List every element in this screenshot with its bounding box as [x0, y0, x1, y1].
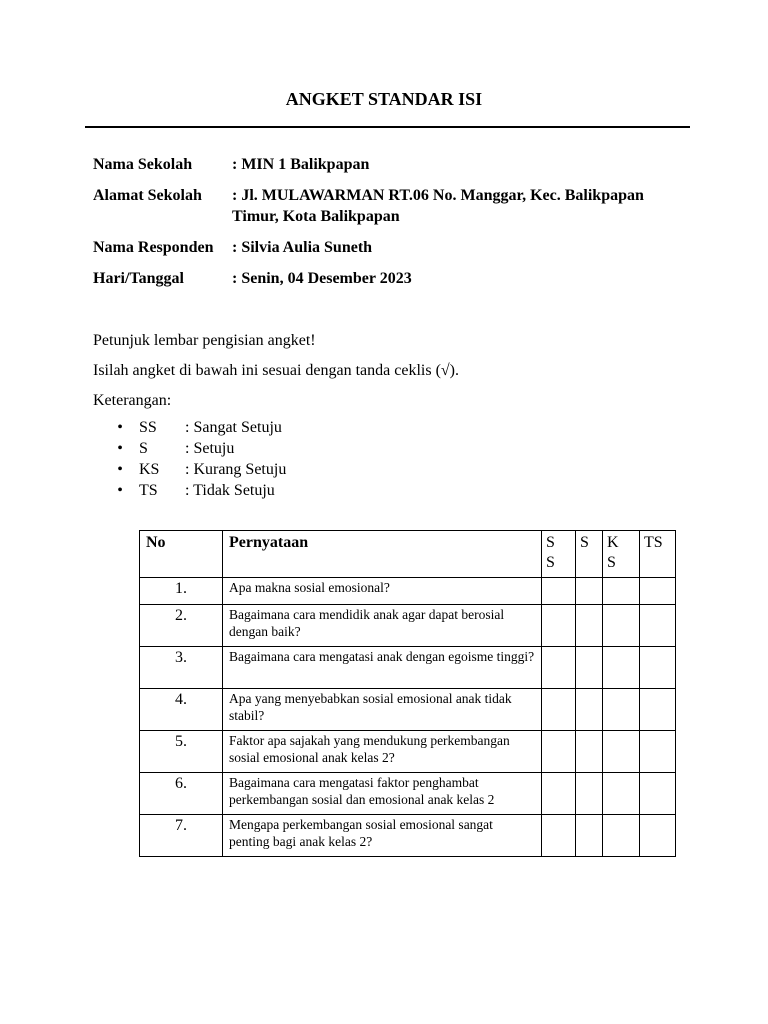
respondent-info: [93, 154, 693, 299]
date-label: Hari/Tanggal: [93, 270, 184, 287]
school-address-value: [232, 185, 693, 227]
checkbox-cell-ts[interactable]: [640, 605, 676, 647]
legend-item: [93, 480, 459, 501]
checkbox-cell-ks[interactable]: [603, 689, 640, 731]
checkbox-cell-ss[interactable]: [542, 731, 576, 773]
row-number: 1.: [140, 578, 223, 605]
legend-meaning: : Tidak Setuju: [185, 482, 275, 499]
checkbox-cell-ss[interactable]: [542, 647, 576, 689]
respondent-row: [93, 237, 693, 258]
legend-item: [93, 438, 459, 459]
header-ss-line1: S: [546, 534, 555, 551]
school-name-value: : MIN 1 Balikpapan: [232, 156, 370, 173]
checkbox-cell-s[interactable]: [576, 578, 603, 605]
checkbox-cell-ss[interactable]: [542, 689, 576, 731]
checkbox-cell-s[interactable]: [576, 689, 603, 731]
checkbox-cell-ks[interactable]: [603, 578, 640, 605]
school-address-text: : Jl. MULAWARMAN RT.06 No. Manggar, Kec. Balikpapan Timur, Kota Balikpapan: [232, 187, 644, 225]
row-statement: Apa yang menyebabkan sosial emosional anak tidak stabil?: [223, 689, 542, 731]
bullet-icon: •: [117, 482, 123, 499]
legend-meaning: : Kurang Setuju: [185, 461, 287, 478]
checkbox-cell-ts[interactable]: [640, 815, 676, 857]
table-row: [140, 647, 676, 689]
school-name-label: Nama Sekolah: [93, 156, 193, 173]
header-ss: [542, 531, 576, 578]
table-row: [140, 605, 676, 647]
row-statement: Faktor apa sajakah yang mendukung perkembangan sosial emosional anak kelas 2?: [223, 731, 542, 773]
table-row: [140, 689, 676, 731]
checkbox-cell-ts[interactable]: [640, 773, 676, 815]
instructions-heading: Petunjuk lembar pengisian angket!: [93, 332, 316, 349]
checkbox-cell-ss[interactable]: [542, 773, 576, 815]
legend-meaning: : Sangat Setuju: [185, 419, 282, 436]
checkbox-cell-s[interactable]: [576, 815, 603, 857]
instructions-line: Isilah angket di bawah ini sesuai dengan tanda ceklis (√).: [93, 362, 459, 379]
checkbox-cell-ts[interactable]: [640, 578, 676, 605]
school-address-row: [93, 185, 693, 227]
checkbox-cell-s[interactable]: [576, 773, 603, 815]
row-number: 5.: [140, 731, 223, 773]
header-ks-line2: S: [607, 554, 616, 571]
survey-table: [139, 530, 676, 857]
row-statement: Bagaimana cara mendidik anak agar dapat berosial dengan baik?: [223, 605, 542, 647]
legend-abbr: S: [139, 440, 148, 457]
row-number: 3.: [140, 647, 223, 689]
row-number: 4.: [140, 689, 223, 731]
legend-list: [93, 417, 459, 501]
header-ks: [603, 531, 640, 578]
table-row: [140, 731, 676, 773]
row-statement: Apa makna sosial emosional?: [223, 578, 542, 605]
checkbox-cell-s[interactable]: [576, 647, 603, 689]
checkbox-cell-ks[interactable]: [603, 605, 640, 647]
checkbox-cell-s[interactable]: [576, 731, 603, 773]
row-statement: Mengapa perkembangan sosial emosional sangat penting bagi anak kelas 2?: [223, 815, 542, 857]
header-ts: TS: [640, 531, 676, 578]
table-row: [140, 773, 676, 815]
checkbox-cell-ss[interactable]: [542, 605, 576, 647]
legend-item: [93, 459, 459, 480]
checkbox-cell-ks[interactable]: [603, 773, 640, 815]
checkbox-cell-ks[interactable]: [603, 731, 640, 773]
table-row: [140, 815, 676, 857]
header-ss-line2: S: [546, 554, 555, 571]
row-number: 2.: [140, 605, 223, 647]
legend-heading: Keterangan:: [93, 392, 172, 409]
legend-abbr: KS: [139, 461, 160, 478]
header-no: No: [140, 531, 223, 578]
checkbox-cell-ss[interactable]: [542, 815, 576, 857]
checkbox-cell-s[interactable]: [576, 605, 603, 647]
document-title: ANGKET STANDAR ISI: [285, 89, 483, 109]
checkbox-cell-ks[interactable]: [603, 647, 640, 689]
row-number: 7.: [140, 815, 223, 857]
bullet-icon: •: [117, 461, 123, 478]
header-s: S: [576, 531, 603, 578]
school-name-row: [93, 154, 693, 175]
row-statement: Bagaimana cara mengatasi anak dengan egoisme tinggi?: [223, 647, 542, 689]
bullet-icon: •: [117, 440, 123, 457]
legend-abbr: TS: [139, 482, 158, 499]
checkbox-cell-ts[interactable]: [640, 689, 676, 731]
header-statement: Pernyataan: [223, 531, 542, 578]
instructions: [93, 330, 459, 501]
legend-abbr: SS: [139, 419, 157, 436]
checkbox-cell-ks[interactable]: [603, 815, 640, 857]
legend-item: [93, 417, 459, 438]
date-row: [93, 268, 693, 289]
school-address-label: Alamat Sekolah: [93, 187, 202, 204]
date-value: : Senin, 04 Desember 2023: [232, 270, 412, 287]
row-number: 6.: [140, 773, 223, 815]
checkbox-cell-ts[interactable]: [640, 647, 676, 689]
checkbox-cell-ts[interactable]: [640, 731, 676, 773]
legend-meaning: : Setuju: [185, 440, 235, 457]
bullet-icon: •: [117, 419, 123, 436]
row-statement: Bagaimana cara mengatasi faktor penghambat perkembangan sosial dan emosional anak kelas 2: [223, 773, 542, 815]
checkbox-cell-ss[interactable]: [542, 578, 576, 605]
respondent-value: : Silvia Aulia Suneth: [232, 239, 373, 256]
header-ks-line1: K: [607, 534, 619, 551]
respondent-label: Nama Responden: [93, 239, 214, 256]
table-header-row: [140, 531, 676, 578]
title-divider: [85, 126, 690, 128]
table-row: [140, 578, 676, 605]
